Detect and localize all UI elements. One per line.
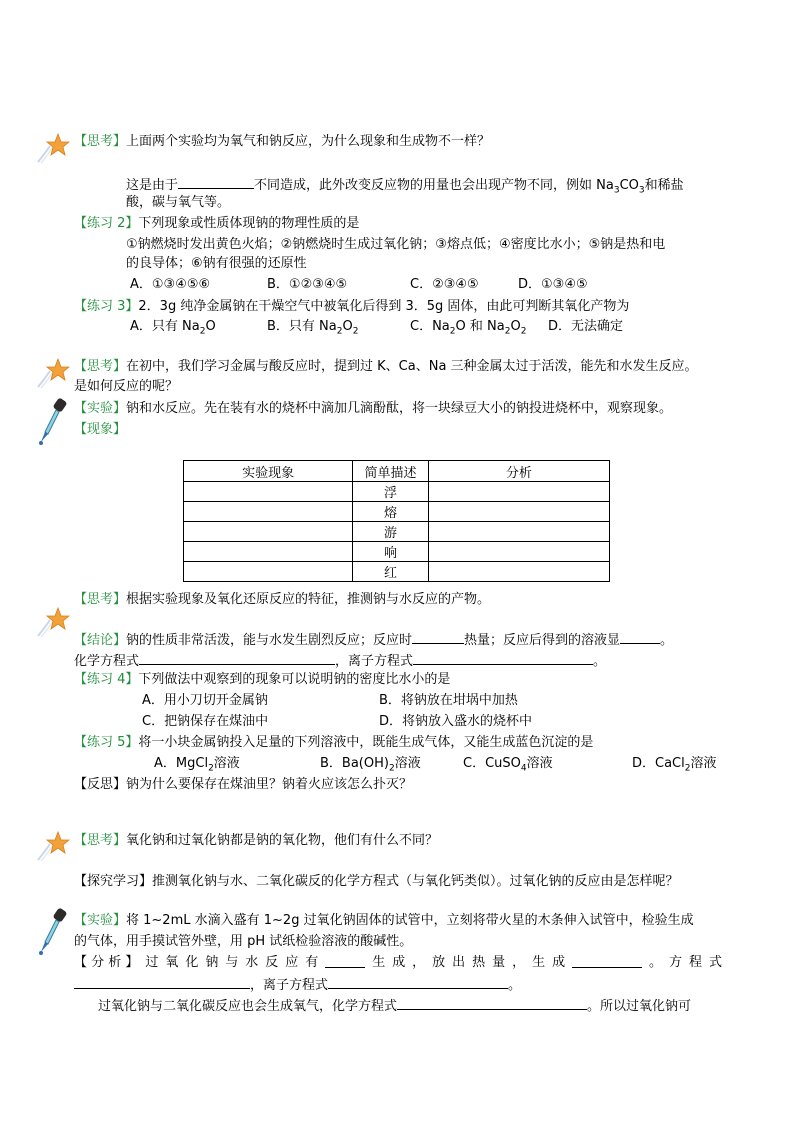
exercise-5-question: 【练习 5】将一小块金属钠投入足量的下列溶液中，既能生成气体，又能生成蓝色沉淀的是 [74,735,594,750]
experiment-table [183,460,610,582]
exercise-4-question: 【练习 4】下列做法中观察到的现象可以说明钠的密度比水小的是 [74,672,451,687]
option-a[interactable]: A．MgCl$_2$溶液 [154,756,240,774]
experiment-2-line1: 【实验】将 1~2mL 水滴入盛有 1~2g 过氧化钠固体的试管中，立刻将带火星的木条伸入试管中，检验生成 [74,913,694,928]
fill-blank[interactable] [572,954,642,968]
fill-blank[interactable] [328,975,508,989]
option-c[interactable]: C．把钠保存在煤油中 [142,714,269,729]
reflect: 【反思】钠为什么要保存在煤油里？钠着火应该怎么扑灭？ [74,777,413,792]
think-1-answer: 这是由于 不同造成，此外改变反应物的用量也会出现产物不同，例如 $Na_3CO_3$和稀盐 [126,175,684,200]
option-c[interactable]: C．CuSO$_4$溶液 [463,756,553,774]
exercise-3-question: 【练习 3】2．3g 纯净金属钠在干燥空气中被氧化后得到 3．5g 固体，由此可判断其氧化产物为 [74,299,630,314]
conclusion-line2: 化学方程式 ，离子方程式 。 [74,651,606,671]
option-b[interactable]: B．①②③④⑤ [267,277,348,292]
option-d[interactable]: D．无法确定 [548,319,624,334]
think-4: 【思考】氧化钠和过氧化钠都是钠的氧化物，他们有什么不同？ [74,833,439,848]
star-icon [36,604,70,638]
table-row: 红 [184,562,610,582]
option-a[interactable]: A．①③④⑤⑥ [130,277,211,292]
star-icon [36,355,70,389]
analysis-line2: ，离子方程式 。 [74,975,521,995]
think-3: 【思考】根据实验现象及氧化还原反应的特征，推测钠与水反应的产物。 [74,592,491,607]
table-row: 熔 [184,502,610,522]
option-b[interactable]: B．$Ba(OH)_2$溶液 [320,756,421,774]
think-2-line2: 是如何反应的呢？ [74,379,179,394]
think-1-question: 【思考】上面两个实验均为氧气和钠反应，为什么现象和生成物不一样？ [74,134,491,149]
column-header: 分析 [428,461,609,482]
dropper-icon [38,908,68,956]
column-header: 实验现象 [184,461,353,482]
fill-blank[interactable] [325,954,365,968]
experiment-1: 【实验】钠和水反应。先在装有水的烧杯中滴加几滴酚酞，将一块绿豆大小的钠投进烧杯中，观察现象。 [74,401,673,416]
fill-blank[interactable] [412,630,464,644]
dropper-icon [38,398,68,446]
fill-blank[interactable] [413,651,593,665]
phenomenon-label: 【现象】 [74,422,127,437]
table-row: 浮 [184,482,610,502]
final-line: 过氧化钠与二氧化碳反应也会生成氧气，化学方程式 。所以过氧化钠可 [98,996,691,1016]
exercise-2-line2: 的良导体；⑥钠有很强的还原性 [126,256,307,271]
fill-blank[interactable] [139,651,335,665]
option-c[interactable]: C．$Na_2O$ 和 $Na_2O_2$ [410,319,527,337]
option-d[interactable]: D．CaCl$_2$溶液 [632,756,717,774]
option-a[interactable]: A．只有 $Na_2O$ [130,319,216,337]
experiment-2-line2: 的气体，用手摸试管外壁，用 pH 试纸检验溶液的酸碱性。 [74,934,413,949]
table-row: 响 [184,542,610,562]
fill-blank[interactable] [397,996,587,1010]
star-icon [36,130,70,164]
table-row: 游 [184,522,610,542]
option-b[interactable]: B．将钠放在坩埚中加热 [379,693,518,708]
think-1-answer-line2: 酸，碳与氧气等。 [126,195,231,210]
star-icon [36,828,70,862]
fill-blank[interactable] [74,975,250,989]
fill-blank[interactable] [178,175,254,189]
option-c[interactable]: C．②③④⑤ [410,277,479,292]
think-2-line1: 【思考】在初中，我们学习金属与酸反应时，提到过 K、Ca、Na 三种金属太过于活泼，能先和水发生反应。 [74,359,698,374]
column-header: 简单描述 [353,461,428,482]
analysis-line1: 【 分 析 】 过 氧 化 钠 与 水 反 应 有 生 成 ， 放 出 热 量 ， 生 成 。 方 程 式 [74,955,722,970]
option-b[interactable]: B．只有 $Na_2O_2$ [267,319,359,337]
exercise-2-line1: ①钠燃烧时发出黄色火焰；②钠燃烧时生成过氧化钠；③熔点低；④密度比水小；⑤钠是热和电 [126,237,666,252]
option-a[interactable]: A．用小刀切开金属钠 [142,693,268,708]
fill-blank[interactable] [620,630,660,644]
explore: 【探究学习】推测氧化钠与水、二氧化碳反的化学方程式（与氧化钙类似）。过氧化钠的反应由是怎样呢？ [74,874,679,889]
option-d[interactable]: D．①③④⑤ [518,277,588,292]
exercise-2-question: 【练习 2】下列现象或性质体现钠的物理性质的是 [74,216,360,231]
option-d[interactable]: D．将钠放入盛水的烧杯中 [379,714,533,729]
conclusion-line1: 【结论】钠的性质非常活泼，能与水发生剧烈反应；反应时 热量；反应后得到的溶液显 。 [74,630,673,650]
